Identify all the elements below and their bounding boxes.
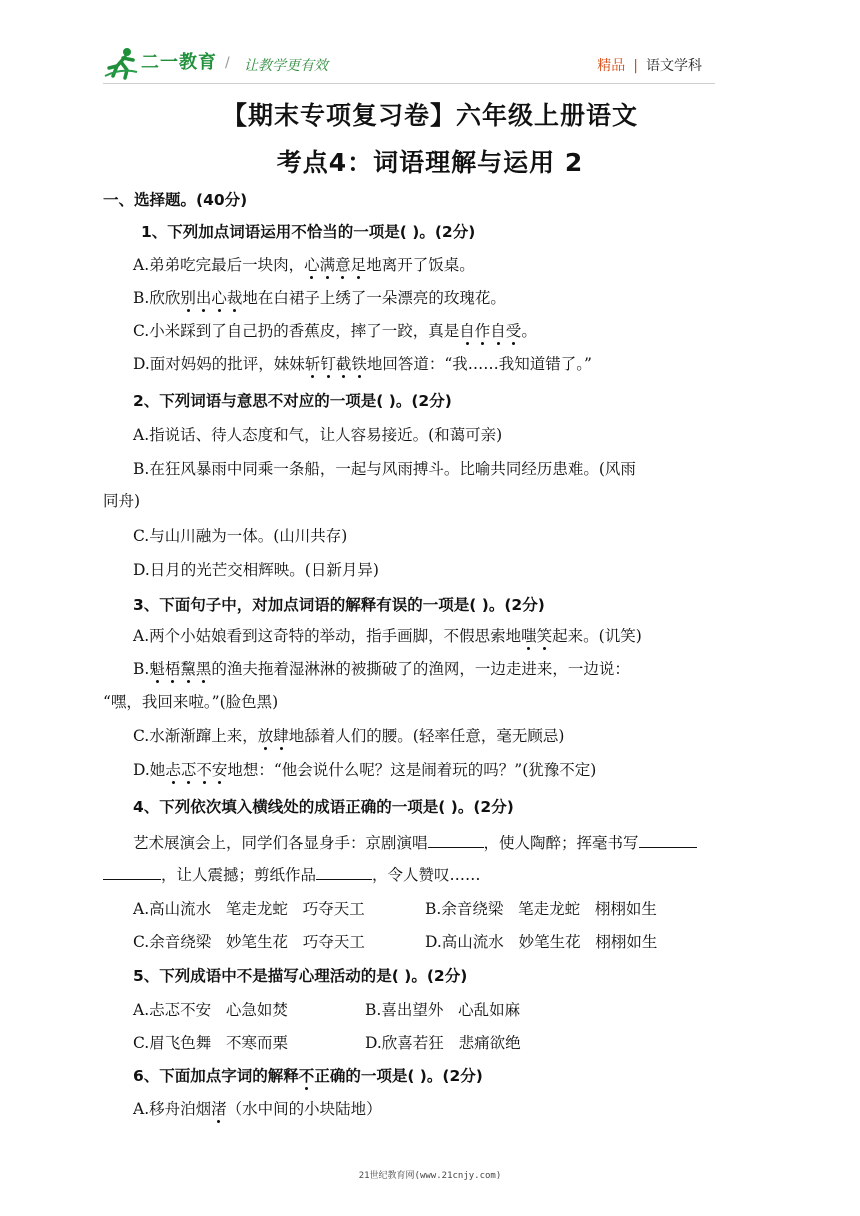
emphasis-char: 肆 — [273, 727, 289, 745]
text: 心急如焚 — [225, 1001, 288, 1019]
fill-blank-3[interactable] — [316, 863, 372, 880]
emphasis-char: 黧 — [180, 660, 196, 678]
dotted-word — [149, 660, 211, 678]
q3-option-b — [133, 659, 630, 679]
question-1-stem: 1、下列加点词语运用不恰当的一项是( )。(2分) — [141, 223, 476, 241]
dotted-word — [299, 1067, 315, 1085]
dotted-word — [459, 322, 521, 340]
q4-option-d — [425, 932, 657, 952]
quality-badge: 精品 — [597, 58, 626, 74]
q3-option-d — [133, 760, 596, 780]
text: 正确的一项是( )。(2分) — [314, 1067, 483, 1085]
dotted-word — [521, 627, 552, 645]
emphasis-char: 作 — [474, 322, 491, 340]
text: 巧夺天工 — [302, 933, 365, 951]
doc-title: 【期末专项复习卷】六年级上册语文 — [221, 101, 638, 130]
emphasis-char: 意 — [335, 256, 351, 274]
text: B.喜出望外 — [365, 1001, 444, 1019]
q5-option-c — [133, 1033, 365, 1053]
question-5-stem: 5、下列成语中不是描写心理活动的是( )。(2分) — [133, 967, 468, 985]
emphasis-char: 出 — [195, 289, 212, 307]
question-2-stem: 2、下列词语与意思不对应的一项是( )。(2分) — [133, 392, 452, 410]
text: A.移舟泊烟 — [133, 1100, 212, 1118]
text: 起来。(讥笑) — [552, 627, 642, 645]
dotted-word — [165, 761, 227, 779]
emphasis-char: 裁 — [226, 289, 243, 307]
emphasis-char: 铁 — [351, 355, 367, 373]
header-right — [597, 55, 702, 75]
doc-subtitle: 考点4：词语理解与运用 2 — [276, 148, 584, 177]
q4-options-row1 — [133, 899, 657, 919]
text: 的渔夫拖着湿淋淋的被撕破了的渔网，一边走进来，一边说： — [211, 660, 630, 678]
q2-option-c: C.与山川融为一体。(山川共存) — [133, 527, 348, 545]
question-3-stem: 3、下面句子中，对加点词语的解释有误的一项是( )。(2分) — [133, 596, 545, 614]
emphasis-char: 截 — [335, 355, 352, 373]
text: 地离开了饭桌。 — [366, 256, 475, 274]
emphasis-char: 放 — [257, 727, 274, 745]
text: A.弟弟吃完最后一块肉， — [133, 256, 305, 274]
text: 6、下面加点字词的解释 — [133, 1067, 299, 1085]
dotted-word — [211, 1100, 227, 1118]
q5-option-b — [365, 1000, 520, 1020]
text: 地在白裙子上绣了一朵漂亮的玫瑰花。 — [242, 289, 506, 307]
text: C.水渐渐蹿上来， — [133, 727, 258, 745]
subject-label: 语文学科 — [646, 58, 702, 74]
text: D.她 — [133, 761, 166, 779]
text: 栩栩如生 — [595, 933, 658, 951]
text: 笔走龙蛇 — [518, 900, 581, 918]
q1-option-b — [133, 288, 506, 308]
q2-option-d: D.日月的光芒交相辉映。(日新月异) — [133, 561, 379, 579]
emphasis-char: 心 — [211, 289, 227, 307]
text: 心乱如麻 — [458, 1001, 521, 1019]
q2-option-a: A.指说话、待人态度和气，让人容易接近。(和蔼可亲) — [133, 426, 503, 444]
emphasis-char: 自 — [490, 322, 506, 340]
page-footer: 21世纪教育网(www.21cnjy.com) — [358, 1171, 502, 1181]
emphasis-char: 渚 — [211, 1100, 227, 1118]
text: 笔走龙蛇 — [225, 900, 288, 918]
fill-blank-1[interactable] — [428, 831, 484, 848]
q3-option-c — [133, 726, 564, 746]
q4-option-c — [133, 932, 425, 952]
text: A.高山流水 — [133, 900, 212, 918]
header-separator: | — [633, 58, 638, 74]
slogan: 让教学更有效 — [244, 58, 328, 74]
emphasis-char: 梧 — [164, 660, 181, 678]
text: ，让人震撼；剪纸作品 — [161, 866, 317, 884]
emphasis-char: 魁 — [149, 660, 165, 678]
q4-options-row2 — [133, 932, 657, 952]
emphasis-char: 不 — [196, 761, 212, 779]
question-6-stem — [133, 1066, 483, 1086]
emphasis-char: 足 — [350, 256, 367, 274]
q4-passage-line1 — [133, 831, 697, 853]
emphasis-char: 别 — [180, 289, 196, 307]
q2-option-b-cont: 同舟) — [103, 492, 141, 510]
text: D.欣喜若狂 — [365, 1034, 444, 1052]
text: A.忐忑不安 — [133, 1001, 212, 1019]
text: 艺术展演会上，同学们各显身手：京剧演唱 — [133, 834, 428, 852]
text: 地想：“他会说什么呢？这是闹着玩的吗？”(犹豫不定) — [227, 761, 597, 779]
emphasis-char: 笑 — [536, 627, 553, 645]
text: 地舔着人们的腰。(轻率任意，毫无顾忌) — [288, 727, 565, 745]
dotted-word — [304, 256, 366, 274]
emphasis-char: 黑 — [195, 660, 212, 678]
text: B. — [133, 660, 150, 678]
q2-option-b: B.在狂风暴雨中同乘一条船，一起与风雨搏斗。比喻共同经历患难。(风雨 — [133, 460, 636, 478]
emphasis-char: 忑 — [180, 761, 197, 779]
q5-options-row1 — [133, 1000, 520, 1020]
q3-option-b-cont: “嘿，我回来啦。”(脸色黑) — [103, 693, 279, 711]
q6-option-a — [133, 1099, 382, 1119]
page-header — [0, 0, 860, 82]
emphasis-char: 满 — [319, 256, 336, 274]
header-divider: / — [225, 55, 230, 71]
text: 巧夺天工 — [302, 900, 365, 918]
q5-options-row2 — [133, 1033, 521, 1053]
dotted-word — [258, 727, 289, 745]
emphasis-char: 自 — [459, 322, 475, 340]
q3-option-a — [133, 626, 642, 646]
text: 妙笔生花 — [518, 933, 581, 951]
text: 不寒而栗 — [226, 1034, 289, 1052]
q1-option-c — [133, 321, 537, 341]
q4-option-a — [133, 899, 425, 919]
emphasis-char: 心 — [304, 256, 320, 274]
text: D.高山流水 — [425, 933, 504, 951]
section-heading: 一、选择题。(40分) — [103, 191, 248, 209]
runner-icon — [103, 46, 139, 80]
q4-passage-line2 — [103, 863, 481, 885]
q1-option-d — [133, 354, 592, 374]
q5-option-a — [133, 1000, 365, 1020]
q4-option-b — [425, 899, 657, 919]
header-rule — [103, 83, 715, 84]
emphasis-char: 忐 — [165, 761, 181, 779]
text: 悲痛欲绝 — [458, 1034, 521, 1052]
text: ，使人陶醉；挥毫书写 — [483, 834, 639, 852]
emphasis-char: 嗤 — [521, 627, 537, 645]
emphasis-char: 不 — [298, 1067, 315, 1085]
text: 妙笔生花 — [226, 933, 289, 951]
text: C.余音绕梁 — [133, 933, 212, 951]
text: C.小米踩到了自己扔的香蕉皮，摔了一跤，真是 — [133, 322, 460, 340]
text: C.眉飞色舞 — [133, 1034, 212, 1052]
text: 栩栩如生 — [594, 900, 657, 918]
fill-blank-2-cont[interactable] — [103, 863, 161, 880]
text: D.面对妈妈的批评，妹妹 — [133, 355, 305, 373]
text: （水中间的小块陆地） — [226, 1100, 382, 1118]
logo-text: 二一教育 — [141, 52, 217, 73]
q1-option-a — [133, 255, 475, 275]
emphasis-char: 受 — [505, 322, 522, 340]
text: ，令人赞叹…… — [372, 866, 481, 884]
question-4-stem: 4、下列依次填入横线处的成语正确的一项是( )。(2分) — [133, 798, 514, 816]
emphasis-char: 斩 — [304, 355, 321, 373]
q5-option-d — [365, 1033, 521, 1053]
emphasis-char: 安 — [211, 761, 228, 779]
emphasis-char: 钉 — [320, 355, 336, 373]
text: 地回答道：“我……我知道错了。” — [366, 355, 592, 373]
dotted-word — [305, 355, 367, 373]
text: 。 — [521, 322, 537, 340]
dotted-word — [180, 289, 242, 307]
text: B.余音绕梁 — [425, 900, 504, 918]
text: B.欣欣 — [133, 289, 181, 307]
fill-blank-2[interactable] — [639, 831, 697, 848]
brand-logo — [103, 46, 238, 82]
text: A.两个小姑娘看到这奇特的举动，指手画脚，不假思索地 — [133, 627, 522, 645]
